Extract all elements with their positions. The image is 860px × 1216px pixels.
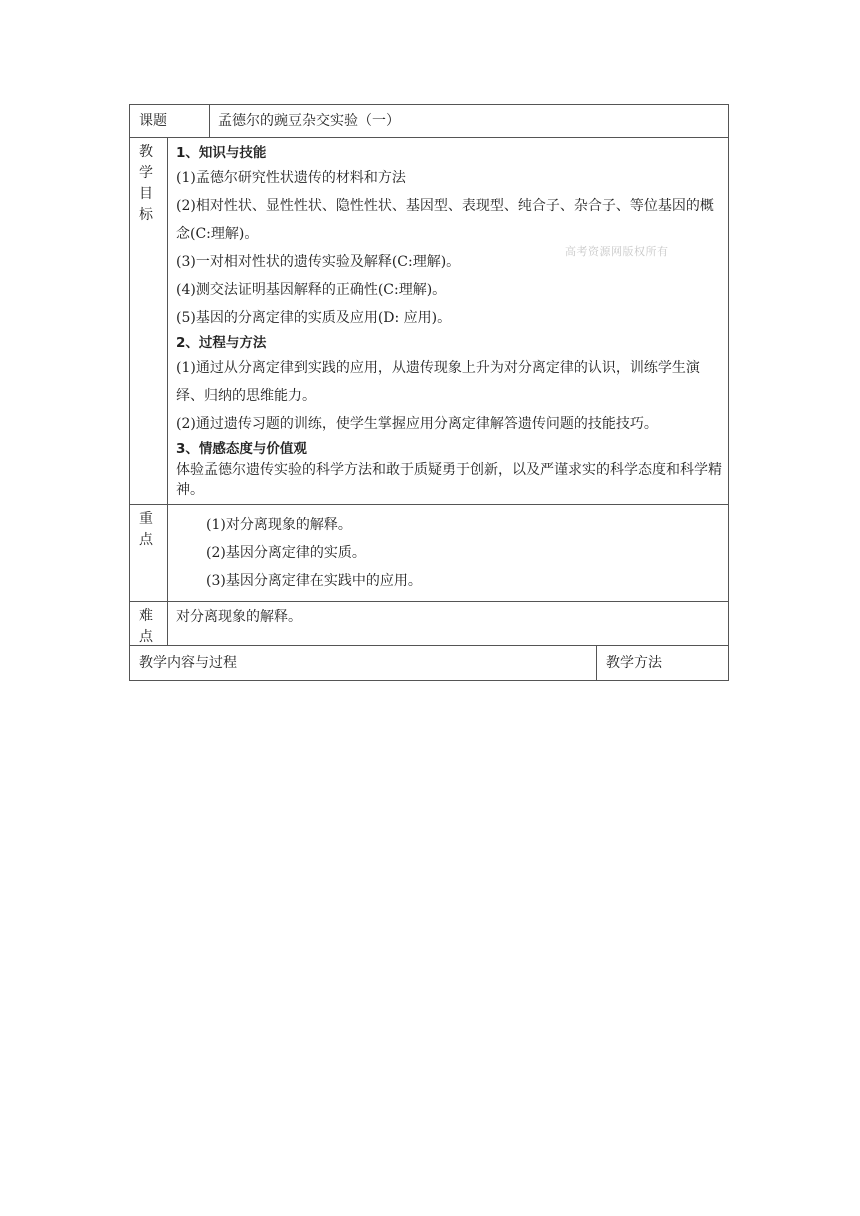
difficulty-label <box>130 602 168 645</box>
goals-item: (5)基因的分离定律的实质及应用(D: 应用)。 <box>176 310 452 326</box>
goals-item: (2)通过遗传习题的训练，使学生掌握应用分离定律解答遗传问题的技能技巧。 <box>176 416 658 432</box>
key-label-char: 重 <box>139 511 153 527</box>
difficulty-label-char: 点 <box>139 629 153 645</box>
difficulty-value: 对分离现象的解释。 <box>176 609 302 625</box>
process-label: 教学内容与过程 <box>130 646 597 680</box>
topic-value: 孟德尔的豌豆杂交实验（一） <box>218 113 400 129</box>
goals-heading-knowledge: 1、知识与技能 <box>176 145 267 161</box>
goals-label-char: 标 <box>139 207 153 223</box>
goals-label-char: 目 <box>139 186 153 202</box>
goals-row <box>130 138 728 505</box>
difficulty-label-char: 难 <box>139 608 153 624</box>
goals-item: (4)测交法证明基因解释的正确性(C:理解)。 <box>176 282 447 298</box>
lesson-plan-table <box>129 104 729 681</box>
goals-item: (1)通过从分离定律到实践的应用，从遗传现象上升为对分离定律的认识，训练学生演绎、归纳的思维能力。 <box>176 360 700 404</box>
process-header-row <box>130 646 728 680</box>
goals-item: (3)一对相对性状的遗传实验及解释(C:理解)。 <box>176 254 461 270</box>
topic-label: 课题 <box>130 105 210 137</box>
goals-item: 体验孟德尔遗传实验的科学方法和敢于质疑勇于创新，以及严谨求实的科学态度和科学精神。 <box>176 462 722 498</box>
goals-item: (2)相对性状、显性性状、隐性性状、基因型、表现型、纯合子、杂合子、等位基因的概念(C:理解)。 <box>176 198 714 242</box>
goals-label <box>130 138 168 504</box>
goals-heading-process: 2、过程与方法 <box>176 335 267 351</box>
key-label-char: 点 <box>139 532 153 548</box>
key-points-content <box>168 505 728 601</box>
goals-label-char: 学 <box>139 165 153 181</box>
key-point-item: (1)对分离现象的解释。 <box>206 517 352 533</box>
goals-content <box>168 138 728 504</box>
key-points-row <box>130 505 728 602</box>
key-points-label <box>130 505 168 601</box>
key-point-item: (2)基因分离定律的实质。 <box>206 545 366 561</box>
difficulty-row <box>130 602 728 646</box>
goals-label-char: 教 <box>139 144 153 160</box>
watermark: 高考资源网版权所有 <box>565 245 669 258</box>
key-point-item: (3)基因分离定律在实践中的应用。 <box>206 573 422 589</box>
goals-heading-attitude: 3、情感态度与价值观 <box>176 441 307 457</box>
goals-item: (1)孟德尔研究性状遗传的材料和方法 <box>176 170 406 186</box>
method-label: 教学方法 <box>606 655 662 671</box>
topic-row <box>130 105 728 138</box>
